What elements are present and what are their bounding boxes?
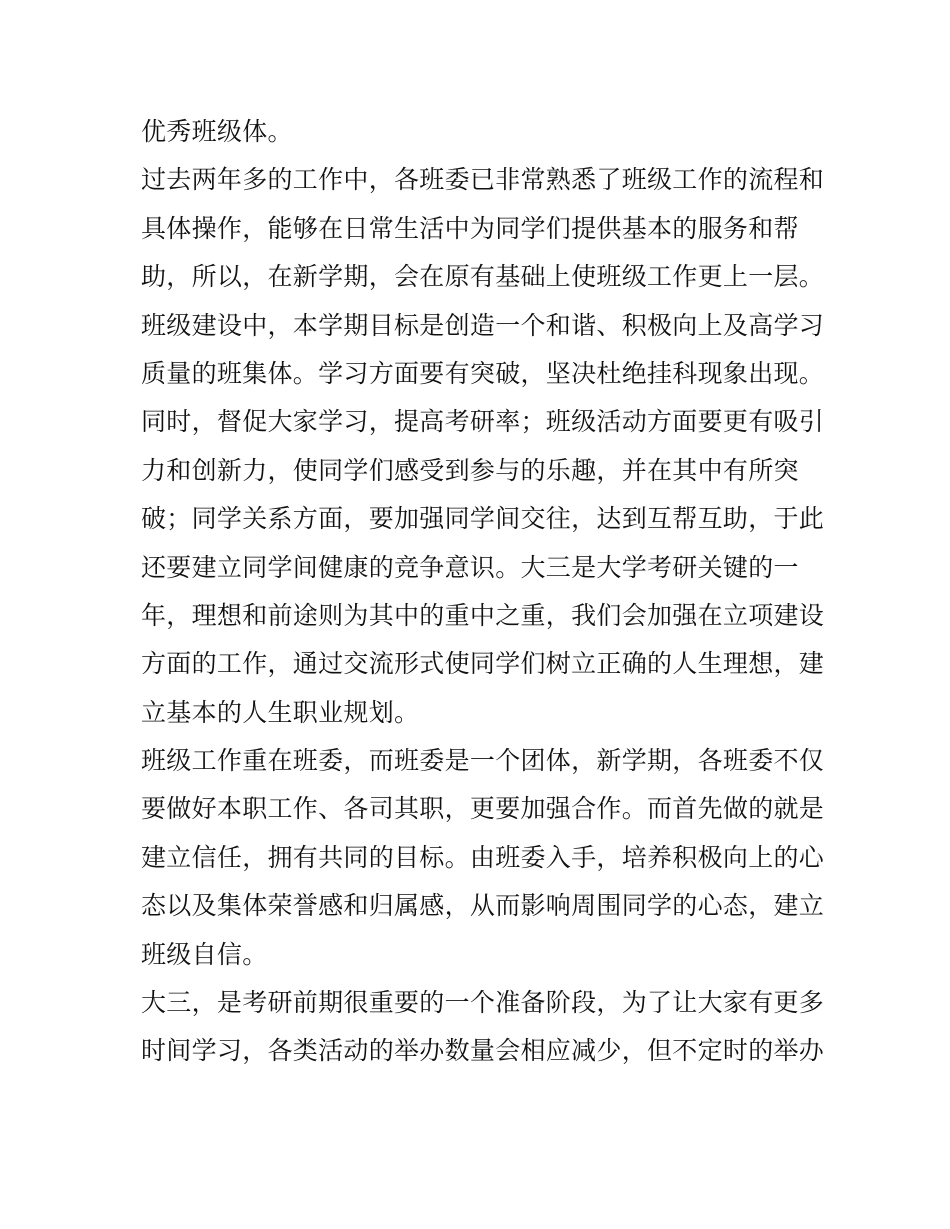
text-line: 班级建设中，本学期目标是创造一个和谐、积极向上及高学习 [141,310,825,340]
text-line: 时间学习，各类活动的举办数量会相应减少，但不定时的举办 [141,1036,825,1066]
text-line: 过去两年多的工作中，各班委已非常熟悉了班级工作的流程和 [141,165,825,195]
text-line: 建立信任，拥有共同的目标。由班委入手，培养积极向上的心 [141,842,825,872]
text-line: 力和创新力，使同学们感受到参与的乐趣，并在其中有所突 [141,455,799,485]
text-line: 优秀班级体。 [141,117,293,146]
text-line: 班级自信。 [141,939,268,969]
text-line: 助，所以，在新学期，会在原有基础上使班级工作更上一层。 [141,262,825,292]
text-line: 大三，是考研前期很重要的一个准备阶段，为了让大家有更多 [141,988,825,1018]
text-line: 态以及集体荣誉感和归属感，从而影响周围同学的心态，建立 [141,891,825,921]
text-line: 质量的班集体。学习方面要有突破，坚决杜绝挂科现象出现。 [141,358,825,388]
text-line: 破；同学关系方面，要加强同学间交往，达到互帮互助，于此 [141,504,825,534]
text-line: 方面的工作，通过交流形式使同学们树立正确的人生理想，建 [141,649,825,679]
text-line: 具体操作，能够在日常生活中为同学们提供基本的服务和帮 [141,213,799,243]
text-line: 年，理想和前途则为其中的重中之重，我们会加强在立项建设 [141,600,825,630]
text-line: 立基本的人生职业规划。 [141,697,420,727]
text-line: 班级工作重在班委，而班委是一个团体，新学期，各班委不仅 [141,746,825,776]
text-line: 同时，督促大家学习，提高考研率；班级活动方面要更有吸引 [141,407,825,437]
text-line: 还要建立同学间健康的竞争意识。大三是大学考研关键的一 [141,552,799,582]
document-body [141,108,825,1076]
text-line: 要做好本职工作、各司其职，更要加强合作。而首先做的就是 [141,794,825,824]
